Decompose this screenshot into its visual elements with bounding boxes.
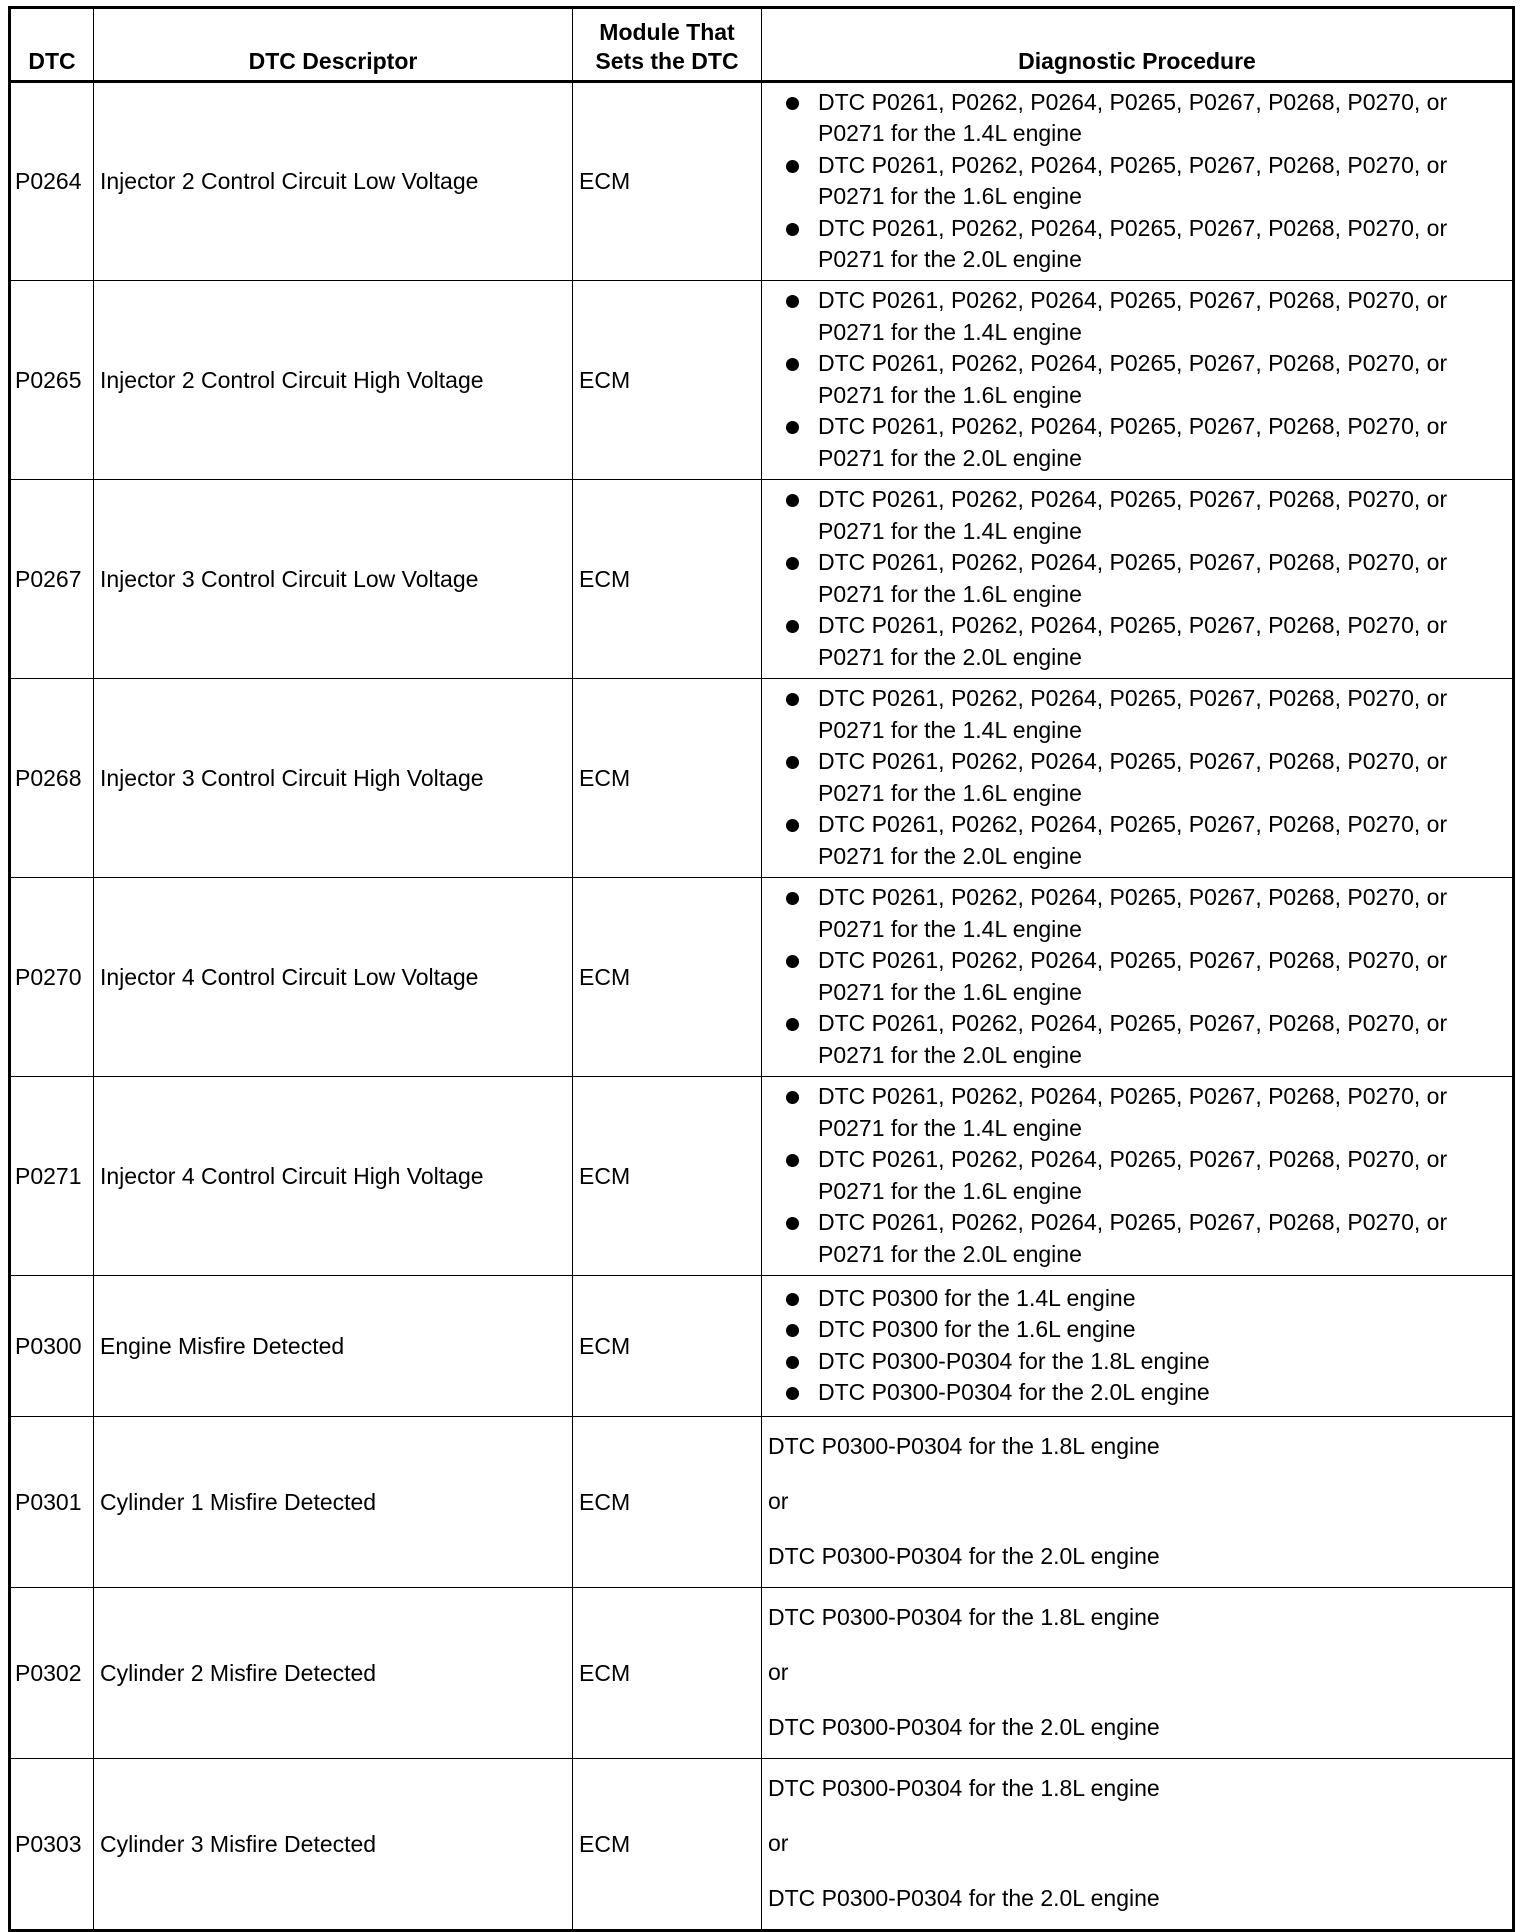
procedure-text: DTC P0261, P0262, P0264, P0265, P0267, P0268, P0270, or P0271 for the 1.6L engine [818, 549, 1448, 607]
table-row [10, 82, 1514, 281]
dtc-module: ECM [573, 82, 762, 281]
procedure-item [768, 87, 1506, 150]
table-row [10, 1077, 1514, 1276]
bullet-icon [786, 955, 799, 968]
procedure-item [768, 484, 1506, 547]
procedure-option-2: DTC P0300-P0304 for the 2.0L engine [768, 1543, 1160, 1569]
procedure-text: DTC P0261, P0262, P0264, P0265, P0267, P0268, P0270, or P0271 for the 1.4L engine [818, 685, 1448, 743]
diagnostic-procedure [762, 679, 1514, 878]
bullet-icon [786, 1018, 799, 1031]
procedure-text: DTC P0261, P0262, P0264, P0265, P0267, P0268, P0270, or P0271 for the 1.4L engine [818, 884, 1448, 942]
procedure-item [768, 1377, 1506, 1409]
bullet-icon [786, 223, 799, 236]
dtc-descriptor: Cylinder 1 Misfire Detected [94, 1417, 573, 1588]
dtc-code: P0301 [10, 1417, 94, 1588]
dtc-descriptor: Injector 3 Control Circuit High Voltage [94, 679, 573, 878]
procedure-option-1: DTC P0300-P0304 for the 1.8L engine [768, 1433, 1160, 1459]
procedure-text: DTC P0261, P0262, P0264, P0265, P0267, P0268, P0270, or P0271 for the 2.0L engine [818, 1010, 1448, 1068]
bullet-icon [786, 1356, 799, 1369]
diagnostic-procedure [762, 480, 1514, 679]
procedure-text: DTC P0300-P0304 for the 2.0L engine [818, 1379, 1210, 1405]
procedure-text: DTC P0261, P0262, P0264, P0265, P0267, P0268, P0270, or P0271 for the 1.4L engine [818, 88, 1448, 146]
dtc-code: P0267 [10, 480, 94, 679]
procedure-option-2: DTC P0300-P0304 for the 2.0L engine [768, 1885, 1160, 1911]
procedure-item [768, 547, 1506, 610]
dtc-module: ECM [573, 1588, 762, 1759]
procedure-option-2: DTC P0300-P0304 for the 2.0L engine [768, 1714, 1160, 1740]
procedure-text: DTC P0261, P0262, P0264, P0265, P0267, P0268, P0270, or P0271 for the 1.4L engine [818, 486, 1448, 544]
procedure-item [768, 610, 1506, 673]
procedure-text: DTC P0261, P0262, P0264, P0265, P0267, P0268, P0270, or P0271 for the 2.0L engine [818, 811, 1448, 869]
procedure-item [768, 683, 1506, 746]
dtc-module: ECM [573, 1417, 762, 1588]
bullet-icon [786, 620, 799, 633]
header-module [573, 8, 762, 82]
procedure-text: DTC P0261, P0262, P0264, P0265, P0267, P0268, P0270, or P0271 for the 1.6L engine [818, 151, 1448, 209]
bullet-icon [786, 97, 799, 110]
procedure-item [768, 1314, 1506, 1346]
procedure-item [768, 809, 1506, 872]
bullet-icon [786, 295, 799, 308]
procedure-item [768, 1008, 1506, 1071]
table-row [10, 679, 1514, 878]
procedure-item [768, 1144, 1506, 1207]
procedure-list [768, 285, 1506, 474]
dtc-module: ECM [573, 1077, 762, 1276]
procedure-text: DTC P0261, P0262, P0264, P0265, P0267, P0268, P0270, or P0271 for the 2.0L engine [818, 413, 1448, 471]
bullet-icon [786, 892, 799, 905]
procedure-text: DTC P0261, P0262, P0264, P0265, P0267, P0268, P0270, or P0271 for the 1.6L engine [818, 350, 1448, 408]
table-row [10, 281, 1514, 480]
procedure-or: or [768, 1659, 789, 1685]
procedure-item [768, 1081, 1506, 1144]
bullet-icon [786, 1324, 799, 1337]
table-row [10, 1417, 1514, 1588]
procedure-text: DTC P0300 for the 1.6L engine [818, 1316, 1136, 1342]
dtc-descriptor: Injector 4 Control Circuit Low Voltage [94, 878, 573, 1077]
procedure-item [768, 882, 1506, 945]
procedure-option-1: DTC P0300-P0304 for the 1.8L engine [768, 1775, 1160, 1801]
procedure-item [768, 746, 1506, 809]
dtc-module: ECM [573, 679, 762, 878]
header-dtc: DTC [10, 8, 94, 82]
bullet-icon [786, 358, 799, 371]
bullet-icon [786, 819, 799, 832]
procedure-item [768, 1346, 1506, 1378]
diagnostic-procedure [762, 1077, 1514, 1276]
table-row [10, 1588, 1514, 1759]
bullet-icon [786, 693, 799, 706]
table-row [10, 480, 1514, 679]
dtc-code: P0271 [10, 1077, 94, 1276]
procedure-text: DTC P0300 for the 1.4L engine [818, 1284, 1136, 1311]
bullet-icon [786, 557, 799, 570]
diagnostic-procedure [762, 1759, 1514, 1931]
dtc-code: P0264 [10, 82, 94, 281]
bullet-icon [786, 756, 799, 769]
procedure-list [768, 683, 1506, 872]
bullet-icon [786, 1387, 799, 1400]
bullet-icon [786, 421, 799, 434]
procedure-text: DTC P0261, P0262, P0264, P0265, P0267, P0268, P0270, or P0271 for the 1.4L engine [818, 287, 1448, 345]
procedure-item [768, 1207, 1506, 1270]
diagnostic-procedure [762, 281, 1514, 480]
procedure-option-1: DTC P0300-P0304 for the 1.8L engine [768, 1604, 1160, 1630]
procedure-item [768, 945, 1506, 1008]
dtc-descriptor: Cylinder 2 Misfire Detected [94, 1588, 573, 1759]
dtc-code: P0302 [10, 1588, 94, 1759]
diagnostic-procedure [762, 1276, 1514, 1417]
procedure-or: or [768, 1488, 789, 1514]
procedure-text: DTC P0261, P0262, P0264, P0265, P0267, P0268, P0270, or P0271 for the 2.0L engine [818, 214, 1448, 272]
dtc-code: P0303 [10, 1759, 94, 1931]
diagnostic-procedure [762, 1417, 1514, 1588]
procedure-or: or [768, 1830, 789, 1856]
dtc-code: P0270 [10, 878, 94, 1077]
dtc-descriptor: Cylinder 3 Misfire Detected [94, 1759, 573, 1931]
bullet-icon [786, 494, 799, 507]
procedure-text: DTC P0261, P0262, P0264, P0265, P0267, P0268, P0270, or P0271 for the 1.6L engine [818, 1146, 1448, 1204]
procedure-item [768, 150, 1506, 213]
dtc-descriptor: Injector 4 Control Circuit High Voltage [94, 1077, 573, 1276]
dtc-module: ECM [573, 1276, 762, 1417]
dtc-code: P0300 [10, 1276, 94, 1417]
procedure-item [768, 1283, 1506, 1315]
procedure-list [768, 882, 1506, 1071]
procedure-item [768, 285, 1506, 348]
dtc-code: P0265 [10, 281, 94, 480]
table-row [10, 878, 1514, 1077]
bullet-icon [786, 1293, 799, 1306]
diagnostic-procedure [762, 878, 1514, 1077]
dtc-code: P0268 [10, 679, 94, 878]
bullet-icon [786, 1217, 799, 1230]
diagnostic-procedure [762, 82, 1514, 281]
dtc-table [8, 6, 1515, 1932]
procedure-text: DTC P0261, P0262, P0264, P0265, P0267, P0268, P0270, or P0271 for the 1.6L engine [818, 748, 1448, 806]
table-row [10, 1276, 1514, 1417]
dtc-module: ECM [573, 1759, 762, 1931]
diagnostic-procedure [762, 1588, 1514, 1759]
dtc-module: ECM [573, 480, 762, 679]
table-row [10, 1759, 1514, 1931]
procedure-item [768, 411, 1506, 474]
header-module-line1: Module That [599, 19, 735, 45]
procedure-text: DTC P0261, P0262, P0264, P0265, P0267, P0268, P0270, or P0271 for the 2.0L engine [818, 1209, 1448, 1267]
procedure-text: DTC P0261, P0262, P0264, P0265, P0267, P0268, P0270, or P0271 for the 2.0L engine [818, 612, 1448, 670]
procedure-list [768, 1081, 1506, 1270]
header-procedure: Diagnostic Procedure [762, 8, 1514, 82]
dtc-descriptor: Injector 3 Control Circuit Low Voltage [94, 480, 573, 679]
header-module-line2: Sets the DTC [595, 48, 739, 74]
procedure-item [768, 213, 1506, 276]
procedure-text: DTC P0300-P0304 for the 1.8L engine [818, 1347, 1210, 1374]
procedure-item [768, 348, 1506, 411]
dtc-descriptor: Engine Misfire Detected [94, 1276, 573, 1417]
dtc-descriptor: Injector 2 Control Circuit Low Voltage [94, 82, 573, 281]
dtc-module: ECM [573, 281, 762, 480]
procedure-list [768, 87, 1506, 276]
table-header-row [10, 8, 1514, 82]
bullet-icon [786, 1154, 799, 1167]
procedure-text: DTC P0261, P0262, P0264, P0265, P0267, P0268, P0270, or P0271 for the 1.6L engine [818, 947, 1448, 1005]
procedure-list [768, 484, 1506, 673]
procedure-text: DTC P0261, P0262, P0264, P0265, P0267, P0268, P0270, or P0271 for the 1.4L engine [818, 1083, 1448, 1141]
dtc-descriptor: Injector 2 Control Circuit High Voltage [94, 281, 573, 480]
bullet-icon [786, 1091, 799, 1104]
dtc-module: ECM [573, 878, 762, 1077]
procedure-list [768, 1283, 1506, 1409]
header-descriptor: DTC Descriptor [94, 8, 573, 82]
bullet-icon [786, 160, 799, 173]
dtc-table-page [8, 6, 1512, 1911]
